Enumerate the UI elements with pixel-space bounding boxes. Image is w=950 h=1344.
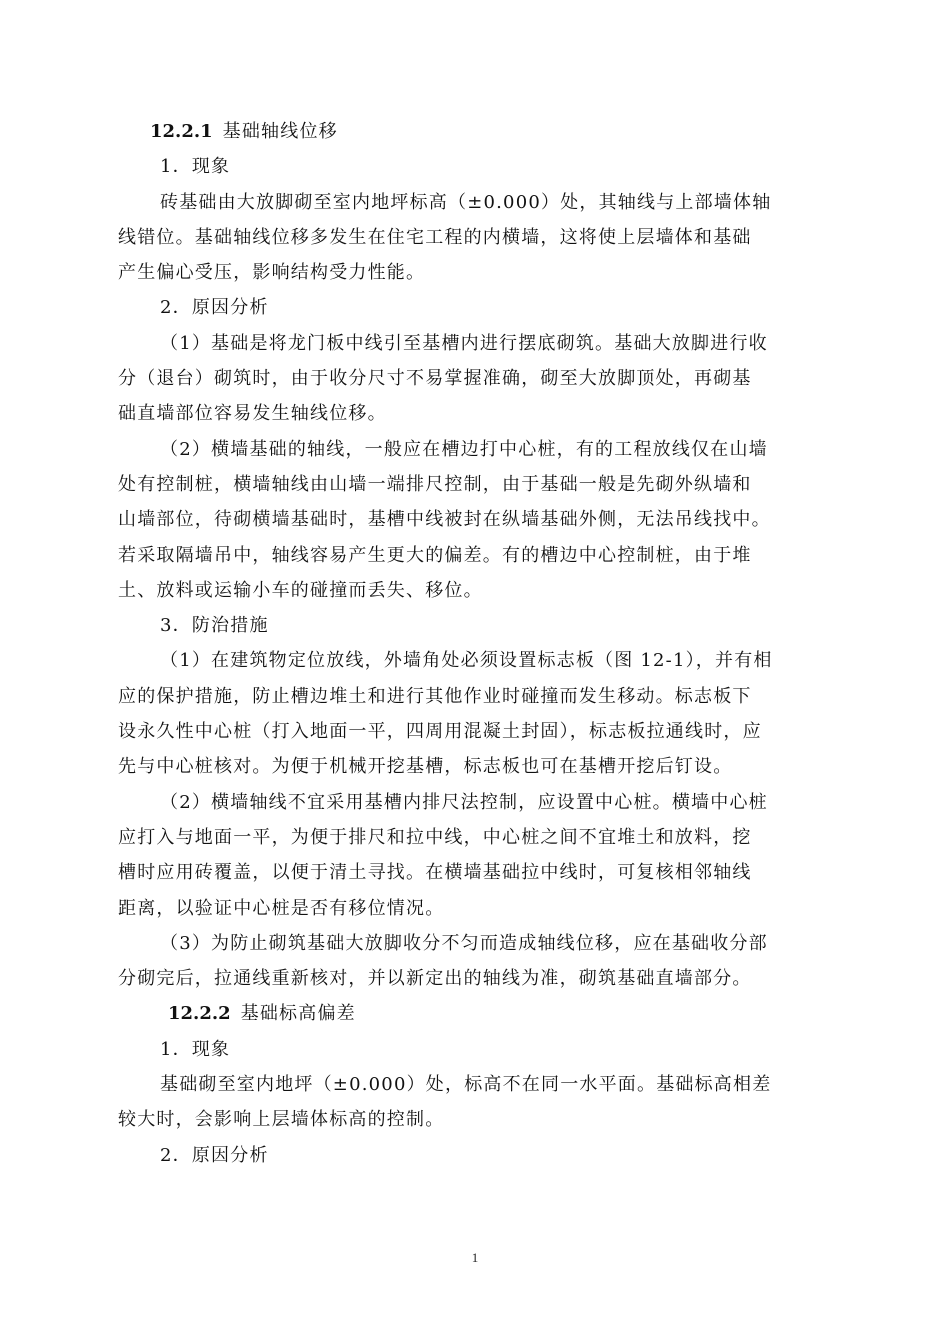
paragraph-line: 山墙部位，待砌横墙基础时，基槽中线被封在纵墙基础外侧，无法吊线找中。 xyxy=(118,509,771,531)
subsection-heading: 2．原因分析 xyxy=(160,1144,269,1166)
section-number: 12.2.1 xyxy=(150,121,213,142)
paragraph xyxy=(118,432,810,608)
paragraph xyxy=(118,785,810,926)
paragraph-line: 较大时，会影响上层墙体标高的控制。 xyxy=(118,1109,445,1131)
subsection-heading: 3．防治措施 xyxy=(160,615,269,637)
paragraph-line: 线错位。基础轴线位移多发生在住宅工程的内横墙，这将使上层墙体和基础 xyxy=(118,226,752,248)
section-title: 基础轴线位移 xyxy=(222,121,338,142)
section-heading xyxy=(118,114,810,149)
paragraph-line: （2）横墙轴线不宜采用基槽内排尺法控制，应设置中心桩。横墙中心桩 xyxy=(160,791,768,813)
paragraph-line: 土、放料或运输小车的碰撞而丢失、移位。 xyxy=(118,579,483,601)
paragraph-line: 分（退台）砌筑时，由于收分尺寸不易掌握准确，砌至大放脚顶处，再砌基 xyxy=(118,368,752,390)
paragraph-line: 槽时应用砖覆盖，以便于清土寻找。在横墙基础拉中线时，可复核相邻轴线 xyxy=(118,862,752,884)
subsection-heading: 2．原因分析 xyxy=(160,297,269,319)
section-title: 基础标高偏差 xyxy=(240,1003,356,1025)
paragraph-line: 设永久性中心桩（打入地面一平，四周用混凝土封固），标志板拉通线时，应 xyxy=(118,721,762,743)
paragraph-line: 产生偏心受压，影响结构受力性能。 xyxy=(118,262,426,284)
paragraph xyxy=(118,1067,810,1138)
paragraph-line: 基础砌至室内地坪（±0.000）处，标高不在同一水平面。基础标高相差 xyxy=(160,1074,772,1096)
paragraph xyxy=(118,926,810,997)
paragraph-line: （2）横墙基础的轴线，一般应在槽边打中心桩，有的工程放线仅在山墙 xyxy=(160,438,768,460)
paragraph-line: （3）为防止砌筑基础大放脚收分不匀而造成轴线位移，应在基础收分部 xyxy=(160,932,768,954)
paragraph-line: （1）基础是将龙门板中线引至基槽内进行摆底砌筑。基础大放脚进行收 xyxy=(160,332,768,354)
section-heading xyxy=(118,996,810,1031)
page-number: 1 xyxy=(471,1250,479,1265)
paragraph xyxy=(118,185,810,291)
paragraph-line: 砖基础由大放脚砌至室内地坪标高（±0.000）处，其轴线与上部墙体轴 xyxy=(160,191,772,213)
document-body xyxy=(118,114,810,1173)
paragraph xyxy=(118,643,810,784)
paragraph-line: 分砌完后，拉通线重新核对，并以新定出的轴线为准，砌筑基础直墙部分。 xyxy=(118,968,752,990)
paragraph-line: 处有控制桩，横墙轴线由山墙一端排尺控制，由于基础一般是先砌外纵墙和 xyxy=(118,473,752,495)
subsection-heading: 1．现象 xyxy=(160,1038,231,1060)
paragraph-line: 应的保护措施，防止槽边堆土和进行其他作业时碰撞而发生移动。标志板下 xyxy=(118,685,752,707)
section-number: 12.2.2 xyxy=(168,1003,231,1025)
paragraph xyxy=(118,326,810,432)
paragraph-line: 先与中心桩核对。为便于机械开挖基槽，标志板也可在基槽开挖后钉设。 xyxy=(118,756,733,778)
subsection-heading: 1．现象 xyxy=(160,156,231,178)
paragraph-line: 础直墙部位容易发生轴线位移。 xyxy=(118,403,387,425)
paragraph-line: （1）在建筑物定位放线，外墙角处必须设置标志板（图 12-1），并有相 xyxy=(160,650,773,672)
paragraph-line: 应打入与地面一平，为便于排尺和拉中线，中心桩之间不宜堆土和放料，挖 xyxy=(118,826,752,848)
paragraph-line: 若采取隔墙吊中，轴线容易产生更大的偏差。有的槽边中心控制桩，由于堆 xyxy=(118,544,752,566)
paragraph-line: 距离，以验证中心桩是否有移位情况。 xyxy=(118,897,445,919)
